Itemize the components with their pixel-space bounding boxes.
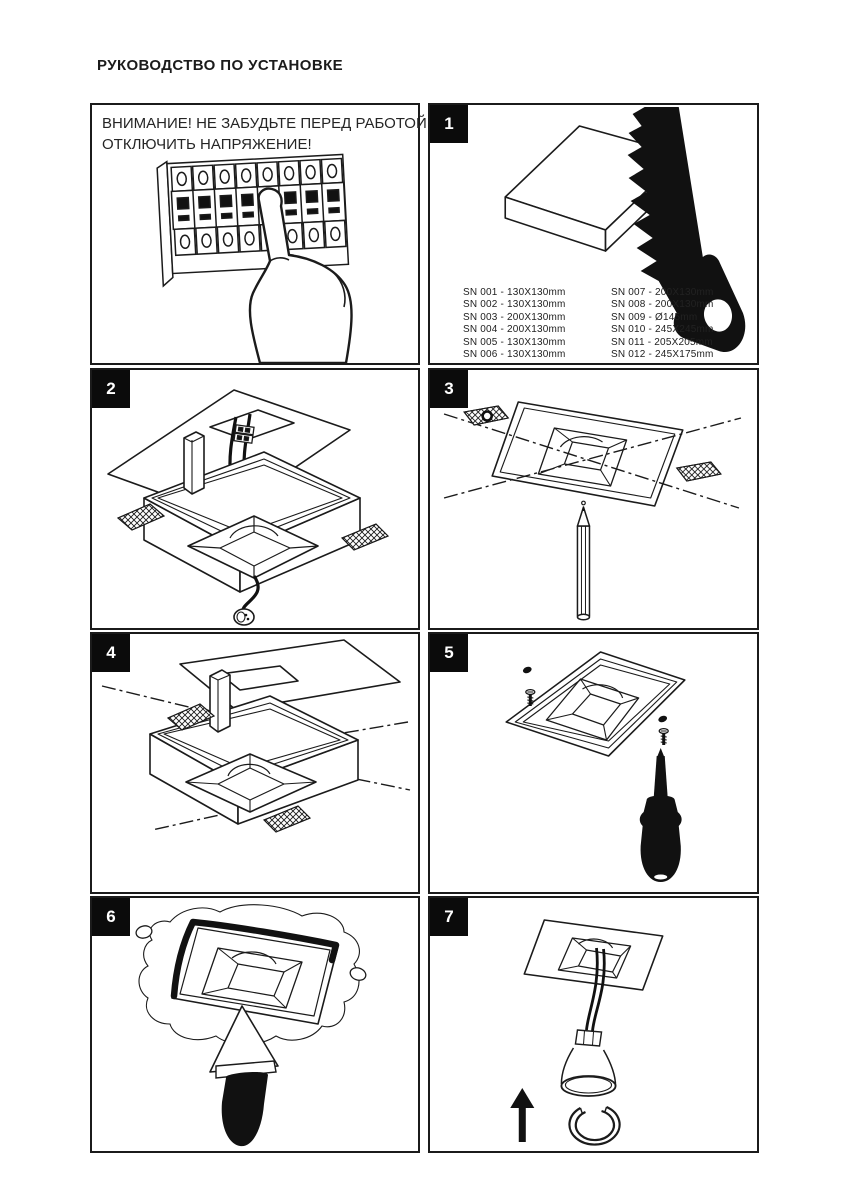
putty-finishing-illustration xyxy=(92,898,418,1151)
warning-text-line2: ОТКЛЮЧИТЬ НАПРЯЖЕНИЕ! xyxy=(102,136,312,153)
screw-icon xyxy=(659,729,668,745)
screw-dot xyxy=(522,666,533,675)
model-item: SN 011 - 205X205mm xyxy=(611,336,713,348)
fixture-face-icon xyxy=(492,402,683,506)
step-badge-3: 3 xyxy=(430,370,468,408)
model-item: SN 006 - 130X130mm xyxy=(463,349,566,361)
putty-knife-icon xyxy=(210,1006,278,1146)
step-panel-4 xyxy=(90,632,420,894)
warning-text-line1: ВНИМАНИЕ! НЕ ЗАБУДЬТЕ ПЕРЕД РАБОТОЙ xyxy=(102,115,427,132)
wire-connector-icon xyxy=(234,425,254,443)
step-badge-1: 1 xyxy=(430,105,468,143)
screw-hole-mark xyxy=(483,412,492,421)
model-item: SN 004 - 200X130mm xyxy=(463,324,566,336)
marking-pencil-illustration xyxy=(430,370,757,628)
screw-dot xyxy=(657,715,668,724)
step-panel-5 xyxy=(428,632,759,894)
model-item: SN 003 - 200X130mm xyxy=(463,311,566,323)
fixture-wiring-illustration xyxy=(92,370,418,628)
model-item: SN 001 - 130X130mm xyxy=(463,287,566,298)
step-panel-3 xyxy=(428,368,759,630)
lamp-mounting-illustration xyxy=(430,898,757,1151)
step-panel-7 xyxy=(428,896,759,1153)
fixture-insertion-illustration xyxy=(92,634,418,892)
model-item: SN 009 - Ø145mm xyxy=(611,311,698,323)
lamp-icon xyxy=(561,1030,615,1096)
installed-fixture-icon xyxy=(524,920,662,990)
step-badge-5: 5 xyxy=(430,634,468,672)
step-panel-2 xyxy=(90,368,420,630)
model-item: SN 002 - 130X130mm xyxy=(463,299,566,311)
model-list-left xyxy=(463,287,566,361)
screwdriver-fixing-illustration xyxy=(430,634,757,892)
circuit-breaker-hand-icon xyxy=(92,105,427,363)
model-item: SN 008 - 200X130mm xyxy=(611,299,714,311)
model-item: SN 012 - 245X175mm xyxy=(611,349,714,361)
model-list-right xyxy=(611,287,714,361)
step-panel-1 xyxy=(428,103,759,365)
model-item: SN 010 - 245X245mm xyxy=(611,324,714,336)
step-badge-4: 4 xyxy=(92,634,130,672)
step-panel-6 xyxy=(90,896,420,1153)
fixture-face-icon xyxy=(172,920,338,1024)
step-badge-7: 7 xyxy=(430,898,468,936)
model-item: SN 005 - 130X130mm xyxy=(463,336,566,348)
model-item: SN 007 - 200X130mm xyxy=(611,287,714,298)
lamp-plug-icon xyxy=(234,609,254,625)
step-badge-2: 2 xyxy=(92,370,130,408)
warning-panel xyxy=(90,103,427,365)
pencil-icon xyxy=(577,501,589,620)
page-title: РУКОВОДСТВО ПО УСТАНОВКЕ xyxy=(97,57,344,74)
retaining-ring-icon xyxy=(569,1107,619,1145)
screwdriver-icon xyxy=(640,748,682,882)
step-badge-6: 6 xyxy=(92,898,130,936)
arrow-up-icon xyxy=(510,1088,534,1142)
